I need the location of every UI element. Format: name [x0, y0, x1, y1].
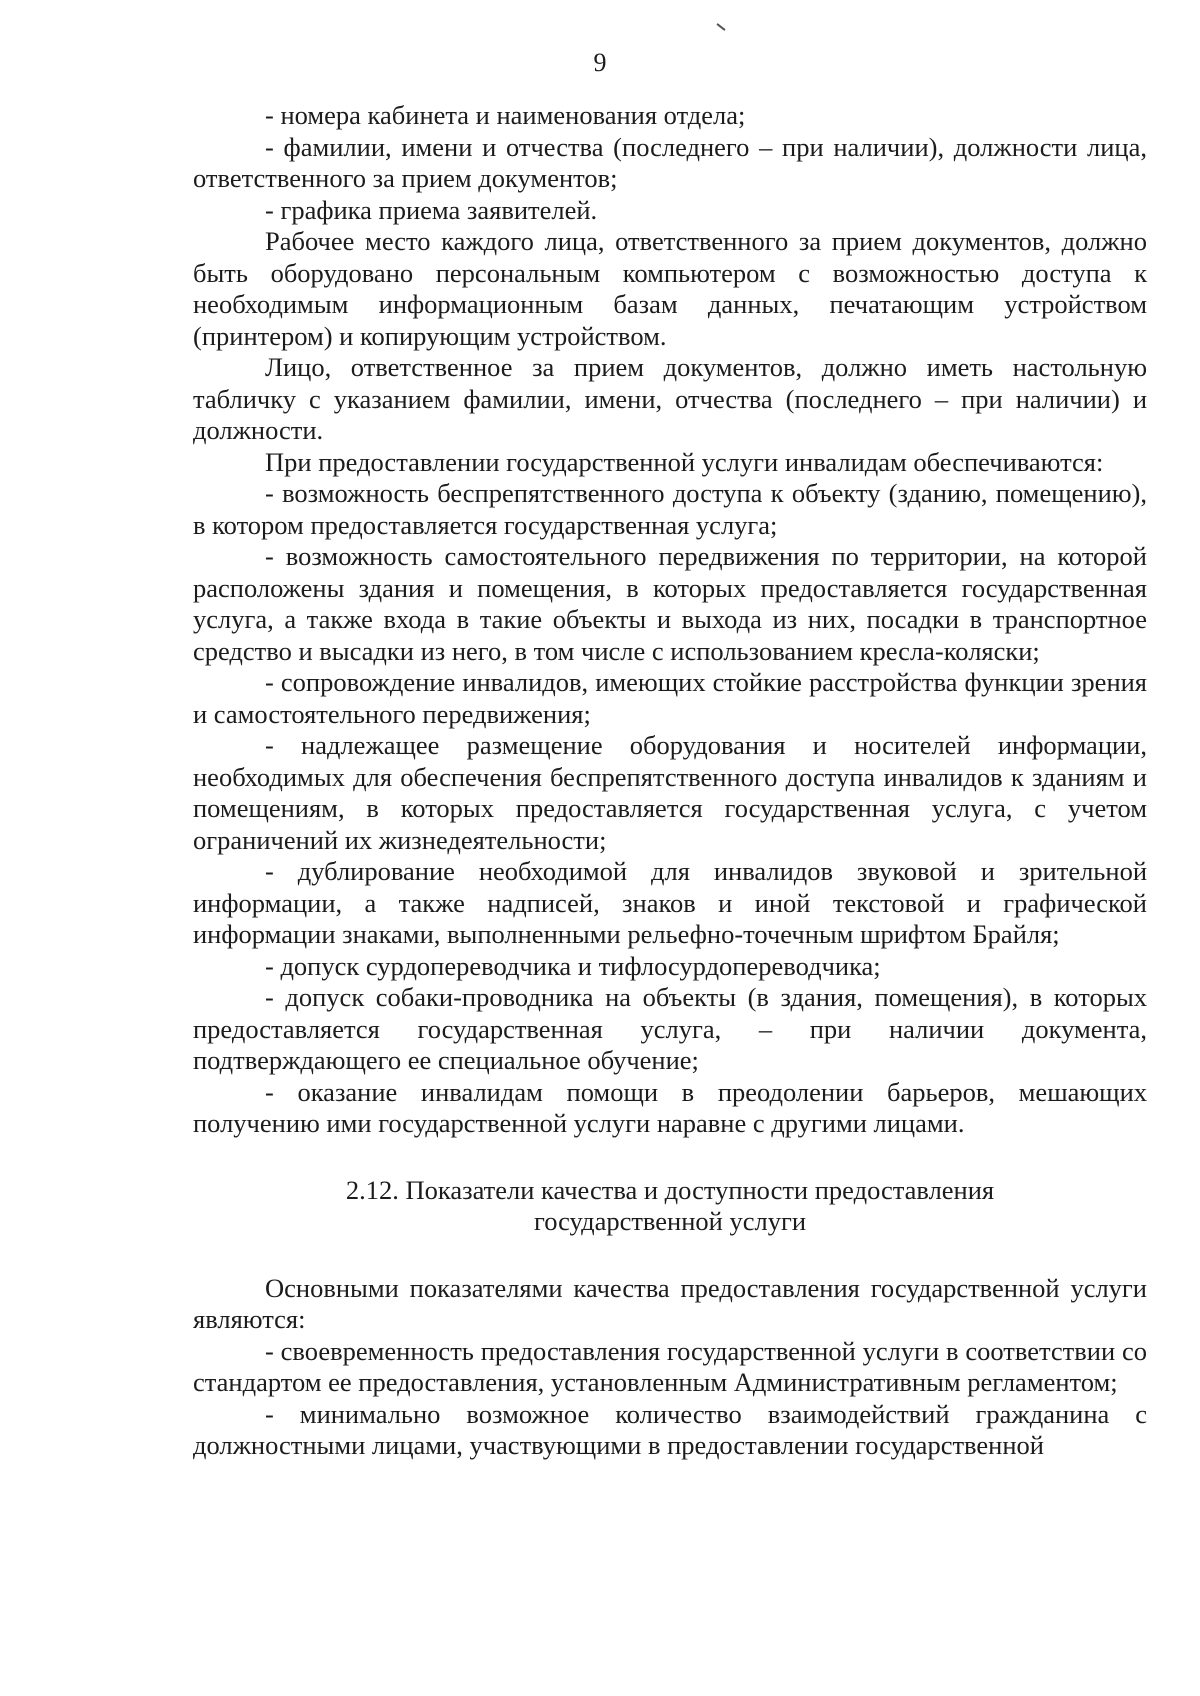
paragraph-group-bottom — [193, 1273, 1147, 1462]
paragraph: - своевременность предоставления государственной услуги в соответствии со стандартом ее предоставления, установленным Административным регламентом; — [193, 1335, 1147, 1397]
paragraph-group-top — [193, 100, 1147, 1140]
paragraph: - оказание инвалидам помощи в преодолении барьеров, мешающих получению ими государственной услуги наравне с другими лицами. — [193, 1076, 1147, 1138]
paragraph: - допуск сурдопереводчика и тифлосурдопереводчика; — [265, 950, 881, 981]
paragraph: - надлежащее размещение оборудования и носителей информации, необходимых для обеспечения беспрепятственного доступа инвалидов к зданиям и помещениям, в которых предоставляется государственная услуга, с учетом ограничений их жизнедеятельности; — [193, 730, 1147, 855]
paragraph: Лицо, ответственное за прием документов, должно иметь настольную табличку с указанием фамилии, имени, отчества (последнего – при наличии) и должности. — [193, 352, 1147, 445]
document-body — [193, 100, 1147, 1462]
paragraph: - фамилии, имени и отчества (последнего – при наличии), должности лица, ответственного за прием документов; — [193, 131, 1147, 193]
paragraph: - возможность самостоятельного передвижения по территории, на которой расположены здания и помещения, в которых предоставляется государственная услуга, а также входа в такие объекты и выхода из них, посадки в транспортное средство и высадки из него, в том числе с использованием кресла-коляски; — [193, 541, 1147, 666]
paragraph: При предоставлении государственной услуги инвалидам обеспечиваются: — [265, 446, 1104, 477]
section-heading-line-1: 2.12. Показатели качества и доступности предоставления — [345, 1174, 995, 1205]
paragraph: - минимально возможное количество взаимодействий гражданина с должностными лицами, участвующими в предоставлении государственной — [193, 1398, 1147, 1460]
paragraph: Рабочее место каждого лица, ответственного за прием документов, должно быть оборудовано персональным компьютером с возможностью доступа к необходимым информационным базам данных, печатающим устройством (принтером) и копирующим устройством. — [193, 226, 1147, 351]
paragraph: - допуск собаки-проводника на объекты (в здания, помещения), в которых предоставляется государственная услуга, – при наличии документа, подтверждающего ее специальное обучение; — [193, 982, 1147, 1075]
page-number: 9 — [593, 48, 607, 77]
paragraph: - графика приема заявителей. — [265, 194, 598, 225]
paragraph: Основными показателями качества предоставления государственной услуги являются: — [193, 1272, 1147, 1334]
paragraph: - номера кабинета и наименования отдела; — [265, 100, 746, 130]
paragraph: - возможность беспрепятственного доступа к объекту (зданию, помещению), в котором предоставляется государственная услуга; — [193, 478, 1147, 540]
section-heading — [193, 1175, 1147, 1238]
paragraph: - дублирование необходимой для инвалидов звуковой и зрительной информации, а также надписей, знаков и иной текстовой и графической информации знаками, выполненными рельефно-точечным шрифтом Брайля; — [193, 856, 1147, 949]
section-heading-line-2: государственной услуги — [533, 1206, 807, 1236]
scan-mark — [716, 23, 725, 31]
paragraph: - сопровождение инвалидов, имеющих стойкие расстройства функции зрения и самостоятельного передвижения; — [193, 667, 1147, 729]
